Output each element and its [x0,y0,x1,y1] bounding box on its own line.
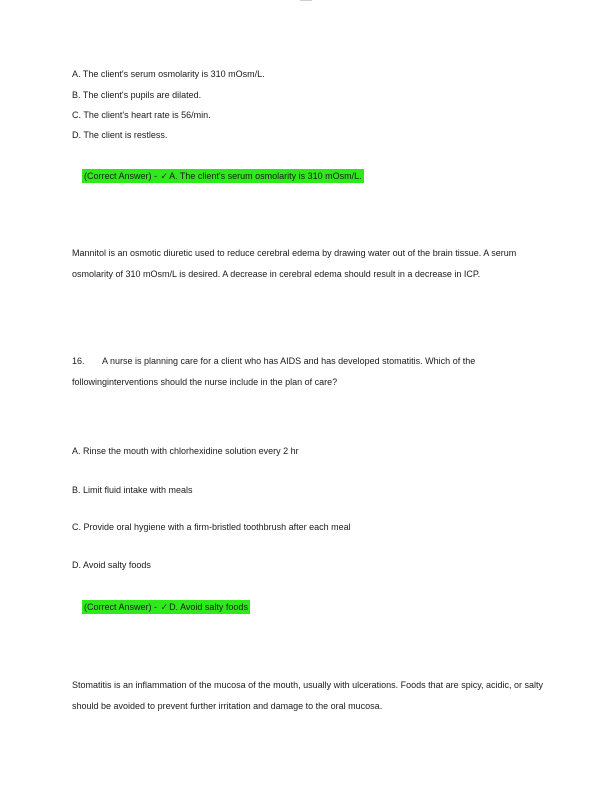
q16-correct-answer-highlight [82,600,250,614]
q16-answer-text: D. Avoid salty foods [169,602,248,612]
q16-question [72,351,544,392]
check-icon: ✓ [160,602,169,612]
q16-answer-prefix: (Correct Answer) - [84,602,160,612]
q16-number: 16. [72,356,85,366]
q15-answer-text: A. The client's serum osmolarity is 310 mOsm/L. [169,171,362,181]
q15-answer-prefix: (Correct Answer) - [84,171,160,181]
q16-rationale: Stomatitis is an inflammation of the mucosa of the mouth, usually with ulcerations. Foods that are spicy, acidic, or salty should be avoided to prevent further irritation and damage to the oral mucosa. [72,680,544,711]
q15-rationale: Mannitol is an osmotic diuretic used to reduce cerebral edema by drawing water out of the brain tissue. A serum osmolarity of 310 mOsm/L is desired. A decrease in cerebral edema should result in a decrease in ICP. [72,248,517,279]
q16-question-text: A nurse is planning care for a client who has AIDS and has developed stomatitis. Which of the followinginterventions should the nurse include in the plan of care? [72,356,476,387]
q16-option-a: A. Rinse the mouth with chlorhexidine solution every 2 hr [72,446,299,456]
q15-option-a: A. The client's serum osmolarity is 310 mOsm/L. [72,69,265,79]
q15-correct-answer-highlight [82,169,364,183]
check-icon: ✓ [160,171,169,181]
q16-option-d: D. Avoid salty foods [72,560,151,570]
q15-option-d: D. The client is restless. [72,130,168,140]
q16-option-c: C. Provide oral hygiene with a firm-bristled toothbrush after each meal [72,522,351,532]
page-top-mark [300,0,312,3]
q15-option-b: B. The client's pupils are dilated. [72,90,202,100]
q16-option-b: B. Limit fluid intake with meals [72,485,193,495]
q15-option-c: C. The client's heart rate is 56/min. [72,110,211,120]
